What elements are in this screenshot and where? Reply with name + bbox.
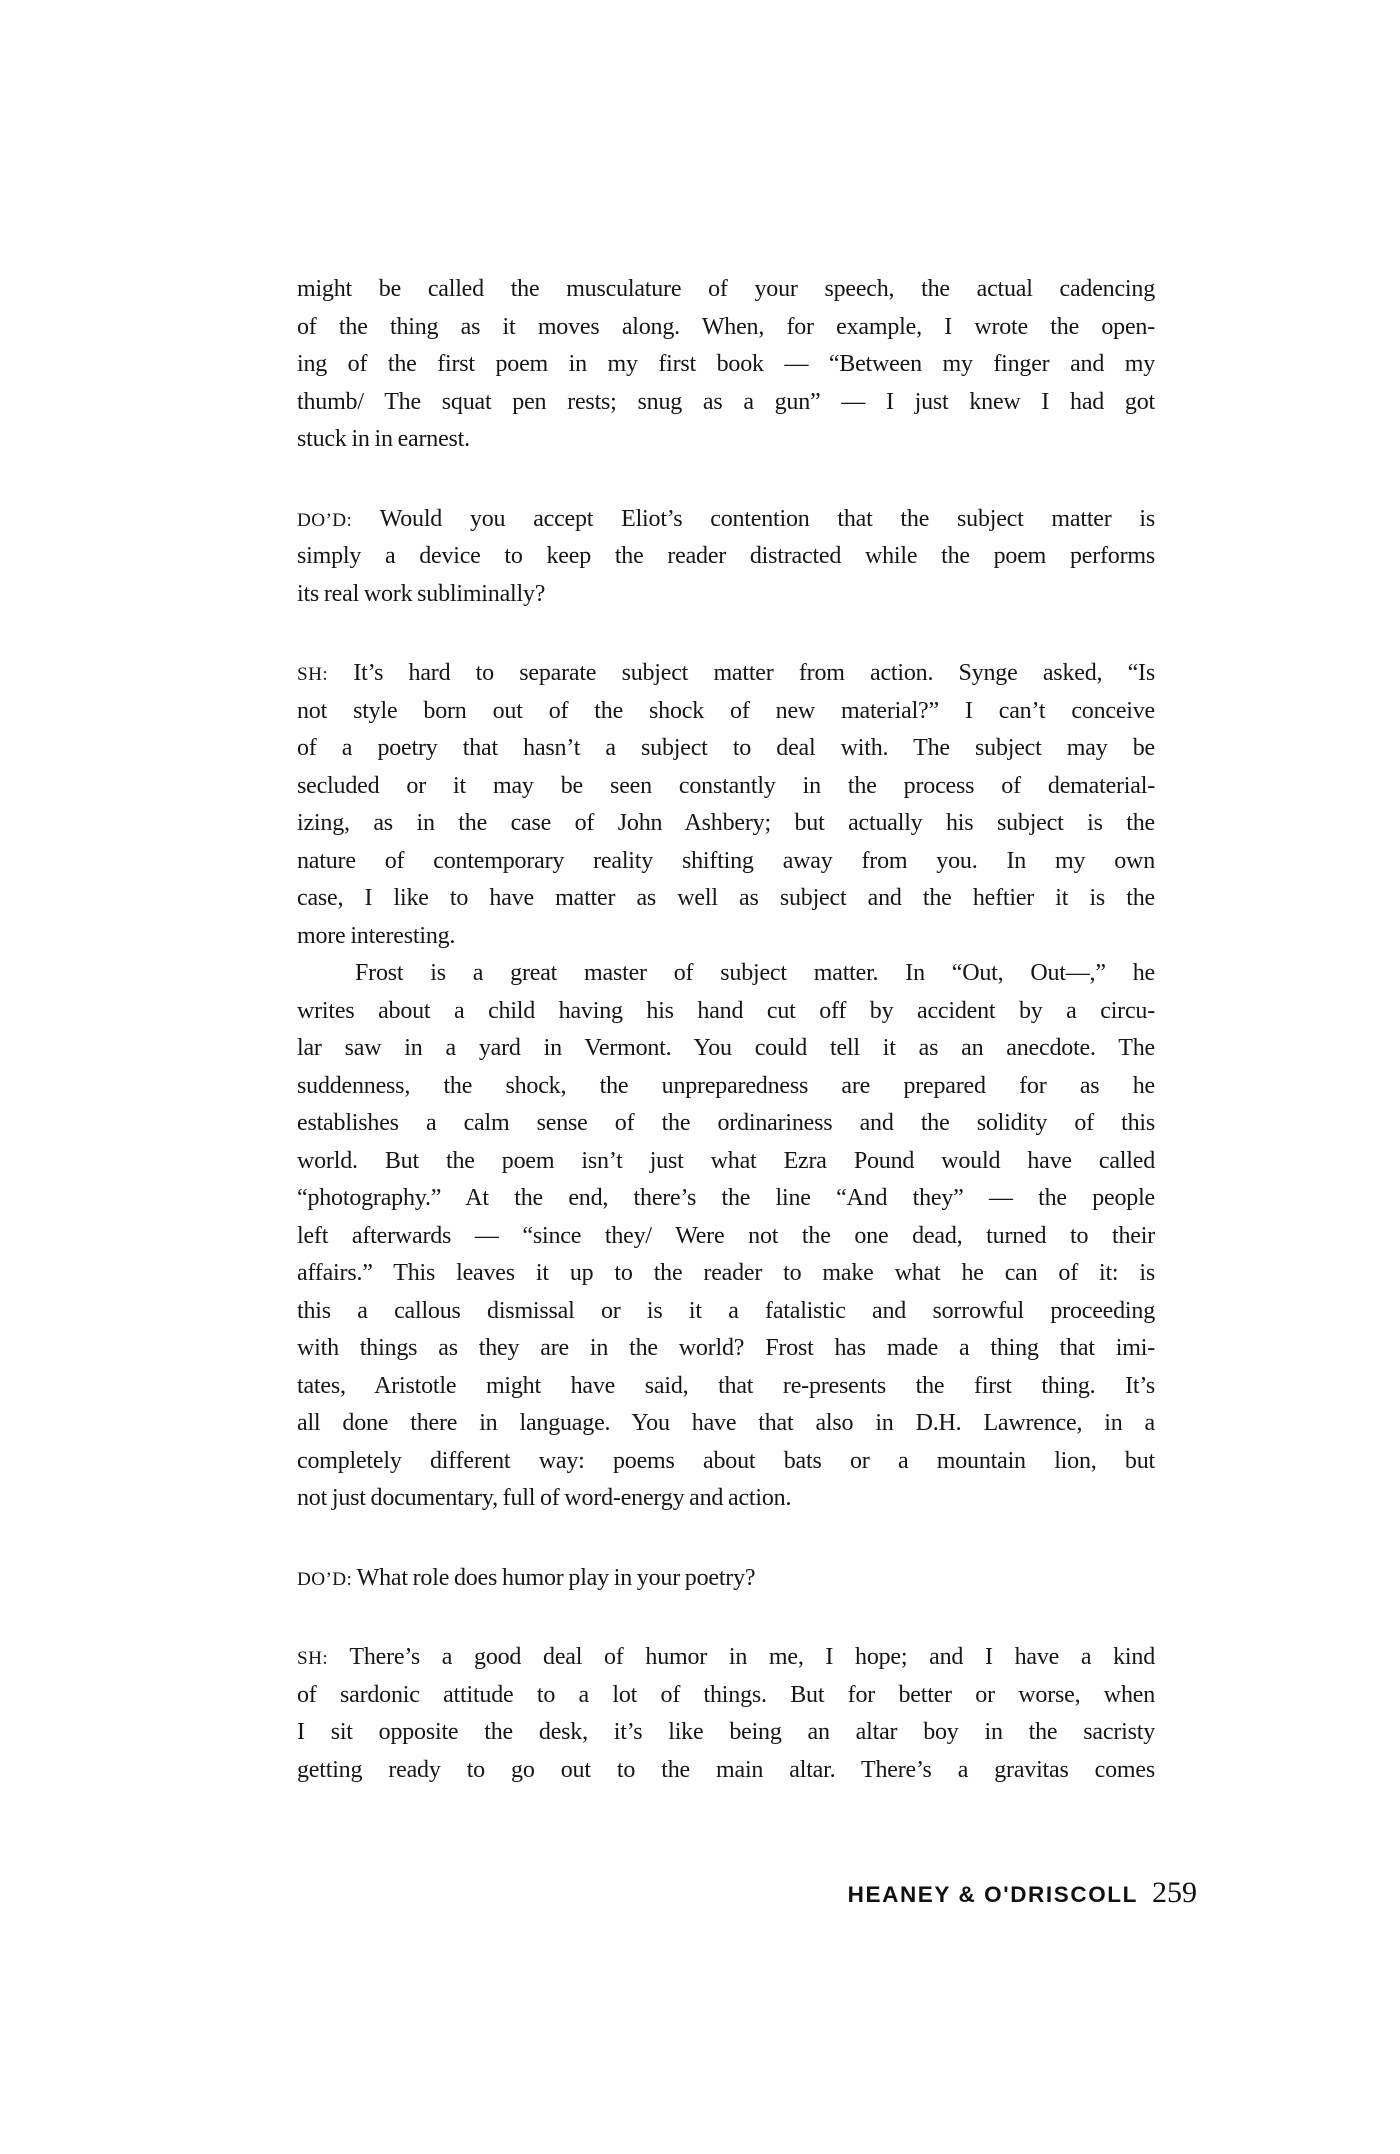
text-line: might be called the musculature of your speech, the actual cadencing: [297, 276, 1155, 302]
text-line: of a poetry that hasn’t a subject to deal with. The subject may be: [297, 735, 1155, 761]
text-line: not just documentary, full of word-energy and action.: [297, 1485, 792, 1511]
text-line: of sardonic attitude to a lot of things. But for better or worse, when: [297, 1681, 1155, 1708]
running-title: HEANEY & O'DRISCOLL: [847, 1882, 1138, 1907]
text-line: SH: There’s a good deal of humor in me, I hope; and I have a kind: [297, 1644, 1155, 1670]
paragraph: [297, 1560, 1155, 1598]
speaker-label: DO’D:: [297, 1568, 353, 1590]
text-line: stuck in in earnest.: [297, 426, 470, 452]
text-line: not style born out of the shock of new material?” I can’t conceive: [297, 697, 1155, 724]
text-line: Frost is a great master of subject matter. In “Out, Out—,” he: [355, 960, 1155, 986]
text-line: all done there in language. You have that also in D.H. Lawrence, in a: [297, 1410, 1155, 1436]
text-line: establishes a calm sense of the ordinariness and the solidity of this: [297, 1110, 1155, 1136]
text-line: “photography.” At the end, there’s the line “And they” — the people: [297, 1185, 1155, 1211]
paragraph: [297, 271, 1155, 459]
paragraph: [297, 501, 1155, 614]
text-line: thumb/ The squat pen rests; snug as a gun” — I just knew I had got: [297, 388, 1155, 415]
text-line: izing, as in the case of John Ashbery; but actually his subject is the: [297, 810, 1155, 836]
text-line: SH: It’s hard to separate subject matter from action. Synge asked, “Is: [297, 660, 1155, 686]
text-line: with things as they are in the world? Frost has made a thing that imi-: [297, 1335, 1155, 1361]
speaker-label: SH:: [297, 1648, 329, 1669]
text-line: I sit opposite the desk, it’s like being an altar boy in the sacristy: [297, 1719, 1155, 1745]
text-line: ing of the first poem in my first book — “Between my finger and my: [297, 351, 1155, 377]
text-line: of the thing as it moves along. When, for example, I wrote the open-: [297, 313, 1155, 340]
text-line: simply a device to keep the reader distracted while the poem performs: [297, 543, 1155, 569]
page-number: 259: [1152, 1876, 1197, 1909]
paragraph: [297, 655, 1155, 955]
speaker-label: SH:: [297, 664, 329, 685]
text-line: nature of contemporary reality shifting away from you. In my own: [297, 847, 1155, 874]
text-line: DO’D: Would you accept Eliot’s contention that the subject matter is: [297, 505, 1155, 532]
text-line: this a callous dismissal or is it a fatalistic and sorrowful proceeding: [297, 1297, 1155, 1324]
text-line: case, I like to have matter as well as subject and the heftier it is the: [297, 885, 1155, 911]
text-line: tates, Aristotle might have said, that re-presents the first thing. It’s: [297, 1372, 1155, 1399]
text-line: completely different way: poems about bats or a mountain lion, but: [297, 1447, 1155, 1474]
text-line: affairs.” This leaves it up to the reader to make what he can of it: is: [297, 1260, 1155, 1286]
text-block: [297, 271, 1155, 1789]
text-line: suddenness, the shock, the unpreparedness are prepared for as he: [297, 1072, 1155, 1099]
text-line: world. But the poem isn’t just what Ezra Pound would have called: [297, 1147, 1155, 1174]
text-line: getting ready to go out to the main altar. There’s a gravitas comes: [297, 1756, 1155, 1783]
text-line: writes about a child having his hand cut off by accident by a circu-: [297, 997, 1155, 1024]
speaker-label: DO’D:: [297, 509, 353, 531]
page-footer: [848, 1876, 1197, 1910]
text-line: lar saw in a yard in Vermont. You could tell it as an anecdote. The: [297, 1035, 1155, 1061]
text-line: DO’D: What role does humor play in your poetry?: [297, 1564, 756, 1591]
paragraph: [297, 1639, 1155, 1789]
text-line: left afterwards — “since they/ Were not the one dead, turned to their: [297, 1222, 1155, 1249]
text-line: more interesting.: [297, 922, 456, 949]
text-line: secluded or it may be seen constantly in the process of dematerial-: [297, 772, 1155, 799]
text-line: its real work subliminally?: [297, 580, 546, 607]
paragraph: [297, 955, 1155, 1518]
